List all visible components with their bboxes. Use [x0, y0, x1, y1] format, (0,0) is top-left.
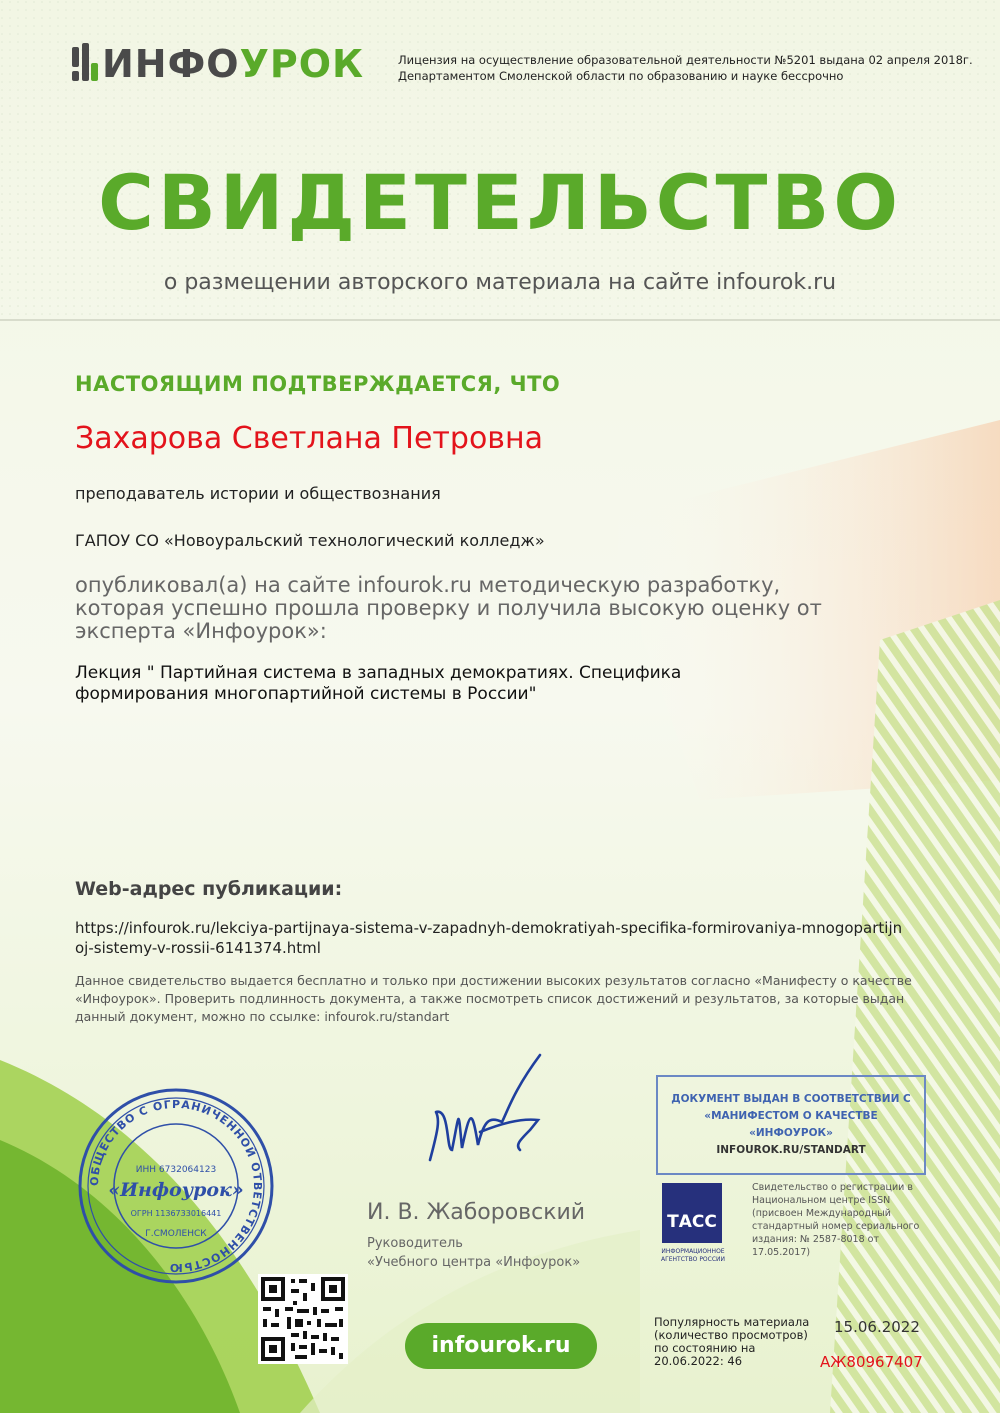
signer-name: И. В. Жаборовский	[367, 1200, 586, 1225]
standard-link[interactable]: INFOUROK.RU/STANDART	[716, 1144, 866, 1156]
work-title: Лекция " Партийная система в западных демократиях. Специфика формирования многопартийной системы в России"	[75, 663, 682, 704]
quality-standard-box	[656, 1075, 926, 1175]
issn-registration: Свидетельство о регистрации в Национальном центре ISSN (присвоен Международный стандартный номер сериального издания: № 2587-8018 от 17.05.2017)	[752, 1182, 920, 1258]
signer-role-line-2: «Учебного центра «Инфоурок»	[367, 1255, 581, 1270]
confirmation-heading: НАСТОЯЩИМ ПОДТВЕРЖДАЕТСЯ, ЧТО	[75, 372, 561, 396]
infourok-logo-icon	[72, 43, 98, 85]
signature-icon	[410, 1050, 560, 1170]
recipient-name: Захарова Светлана Петровна	[75, 421, 543, 456]
infourok-logo	[72, 42, 364, 86]
recipient-position: преподаватель истории и обществознания	[75, 484, 441, 503]
certificate-code: АЖ80967407	[820, 1353, 923, 1371]
standard-line-2: «МАНИФЕСТОМ О КАЧЕСТВЕ «ИНФОУРОК»	[704, 1110, 878, 1139]
signer-role	[367, 1234, 580, 1272]
seal-ogrn: ОГРН 1136733016441	[130, 1209, 222, 1218]
seal-ring-text: ОБЩЕСТВО С ОГРАНИЧЕННОЙ ОТВЕТСТВЕННОСТЬЮ	[87, 1097, 265, 1275]
seal-inn: ИНН 6732064123	[135, 1165, 217, 1175]
license-text	[398, 52, 973, 84]
publication-statement: опубликовал(а) на сайте infourok.ru методическую разработку, которая успешно прошла проверку и получила высокую оценку от эксперта «Инфоурок»:	[75, 573, 822, 643]
signer-role-line-1: Руководитель	[367, 1236, 463, 1251]
tass-logo: ТАСС	[662, 1183, 722, 1243]
tass-caption: ИНФОРМАЦИОННОЕ АГЕНТСТВО РОССИИ	[660, 1248, 726, 1263]
qr-code-icon[interactable]	[258, 1274, 348, 1364]
publication-url[interactable]: https://infourok.ru/lekciya-partijnaya-sistema-v-zapadnyh-demokratiyah-specifika-formirovaniya-mnogopartijnoj-sistemy-v-rossii-6141374.html	[75, 919, 903, 957]
infourok-site-button[interactable]: infourok.ru	[405, 1323, 597, 1369]
seal-center: «Инфоурок»	[108, 1179, 244, 1201]
company-seal-icon	[76, 1086, 276, 1286]
document-subtitle: о размещении авторского материала на сайте infourok.ru	[163, 270, 837, 295]
document-title: СВИДЕТЕЛЬСТВО	[98, 158, 902, 247]
popularity-stats: Популярность материала (количество просмотров) по состоянию на 20.06.2022: 46	[654, 1315, 810, 1368]
verification-note: Данное свидетельство выдается бесплатно и только при достижении высоких результатов согласно «Манифесту о качестве «Инфоурок». Проверить подлинность документа, а также посмотреть список достижений и результатов, за которые выдан данный документ, можно по ссылке: infourok.ru/standart	[75, 973, 912, 1024]
logo-text: ИНФОУРОК	[102, 42, 365, 86]
issue-date: 15.06.2022	[834, 1318, 920, 1336]
recipient-organization: ГАПОУ СО «Новоуральский технологический колледж»	[75, 531, 545, 550]
seal-city: Г.СМОЛЕНСК	[145, 1229, 207, 1239]
standard-line-1: ДОКУМЕНТ ВЫДАН В СООТВЕТСТВИИ С	[671, 1093, 911, 1105]
web-address-heading: Web-адрес публикации:	[75, 878, 343, 900]
license-line-1: Лицензия на осуществление образовательной деятельности №5201 выдана 02 апреля 2018г.	[398, 53, 973, 67]
license-line-2: Департаментом Смоленской области по образованию и науке бессрочно	[398, 69, 844, 83]
